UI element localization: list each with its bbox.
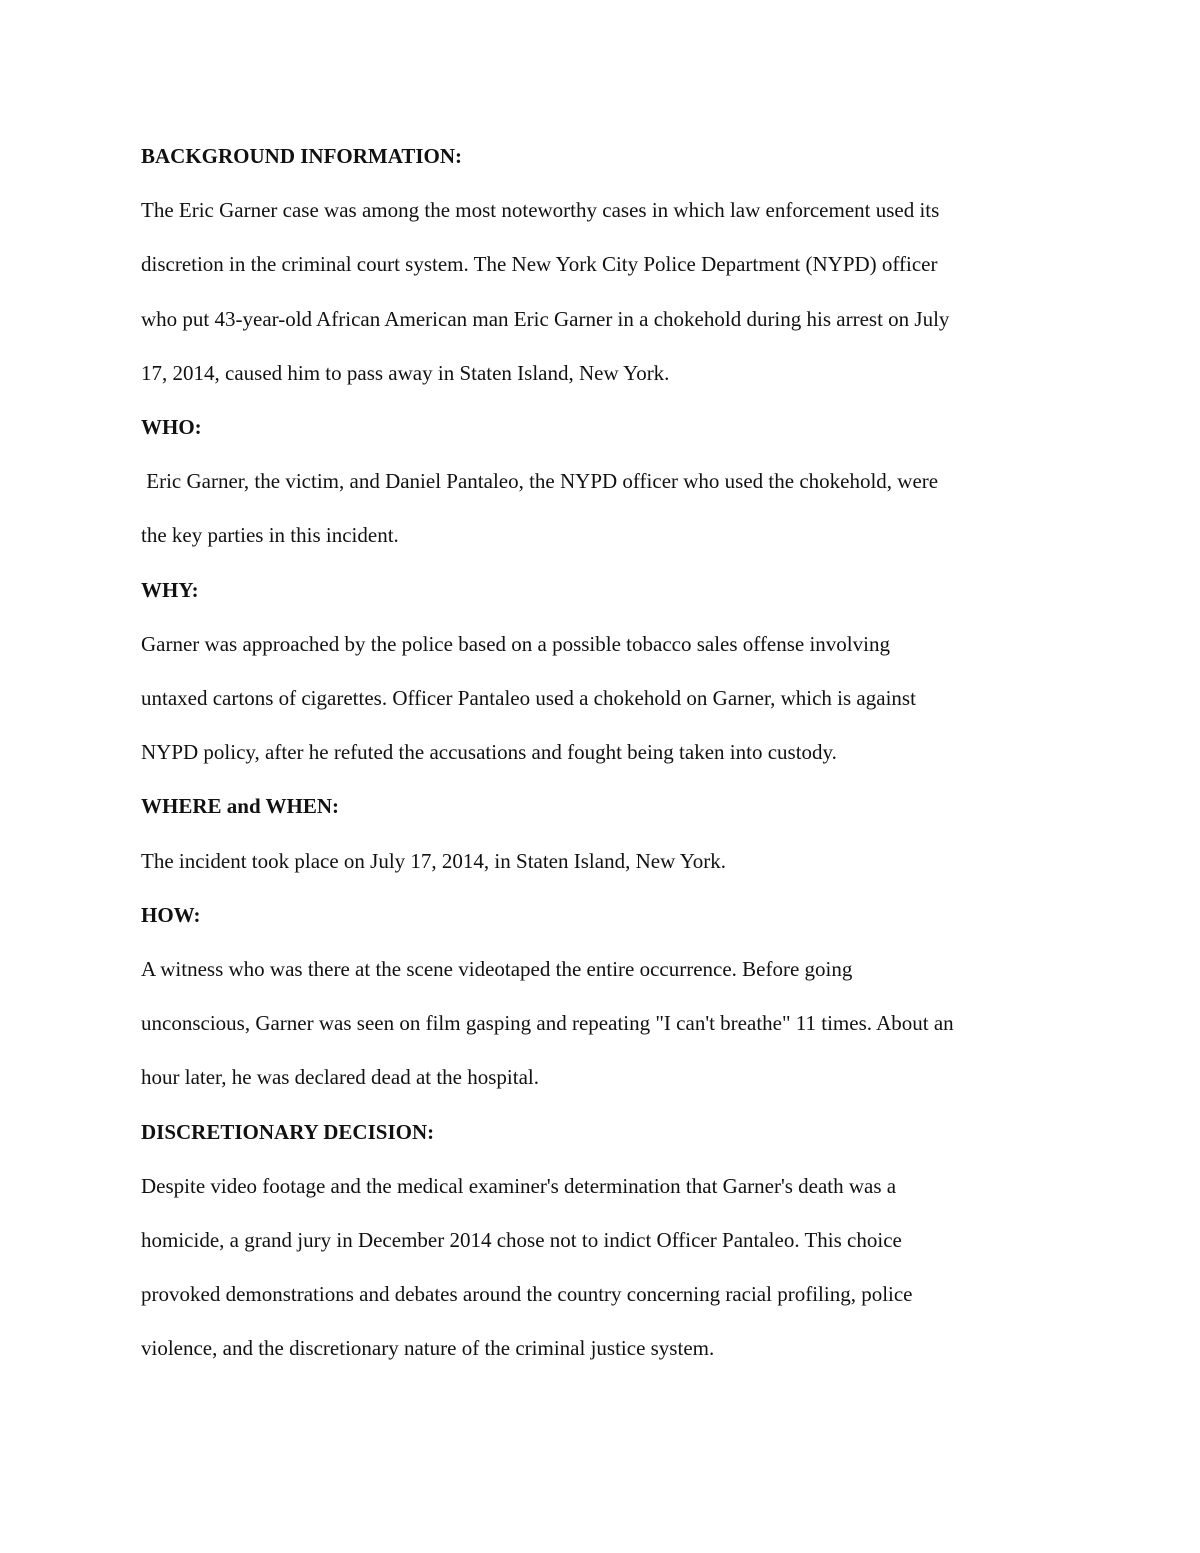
paragraph-line: NYPD policy, after he refuted the accusations and fought being taken into custody. <box>141 740 837 765</box>
paragraph-line: provoked demonstrations and debates around the country concerning racial profiling, police <box>141 1282 913 1307</box>
section-paragraph <box>141 454 1071 562</box>
section-paragraph <box>141 183 1071 400</box>
section-where-when <box>141 779 1071 887</box>
paragraph-line: A witness who was there at the scene videotaped the entire occurrence. Before going <box>141 957 853 982</box>
paragraph-line: Eric Garner, the victim, and Daniel Pantaleo, the NYPD officer who used the chokehold, were <box>141 469 939 494</box>
section-paragraph <box>141 942 1071 1105</box>
document-body <box>141 129 1071 1376</box>
paragraph-line: untaxed cartons of cigarettes. Officer Pantaleo used a chokehold on Garner, which is against <box>141 686 916 711</box>
paragraph-line: violence, and the discretionary nature of the criminal justice system. <box>141 1336 715 1361</box>
paragraph-line: hour later, he was declared dead at the hospital. <box>141 1065 539 1090</box>
section-heading: DISCRETIONARY DECISION: <box>141 1119 435 1144</box>
section-who <box>141 400 1071 563</box>
section-heading: WHERE and WHEN: <box>141 794 339 819</box>
paragraph-line: Despite video footage and the medical examiner's determination that Garner's death was a <box>141 1173 897 1198</box>
section-background <box>141 129 1071 400</box>
paragraph-line: unconscious, Garner was seen on film gasping and repeating "I can't breathe" 11 times. About an <box>141 1011 954 1036</box>
section-how <box>141 888 1071 1105</box>
paragraph-line: The incident took place on July 17, 2014, in Staten Island, New York. <box>141 848 727 873</box>
section-heading: HOW: <box>141 902 201 927</box>
paragraph-line: who put 43-year-old African American man Eric Garner in a chokehold during his arrest on July <box>141 306 950 331</box>
paragraph-line: discretion in the criminal court system. The New York City Police Department (NYPD) officer <box>141 252 938 277</box>
section-heading: BACKGROUND INFORMATION: <box>141 144 463 168</box>
section-paragraph <box>141 617 1071 780</box>
paragraph-line: 17, 2014, caused him to pass away in Staten Island, New York. <box>141 360 670 385</box>
section-why <box>141 563 1071 780</box>
section-paragraph <box>141 834 1071 888</box>
section-heading: WHY: <box>141 577 199 602</box>
paragraph-line: the key parties in this incident. <box>141 523 399 548</box>
section-heading: WHO: <box>141 415 202 440</box>
section-paragraph <box>141 1159 1071 1376</box>
paragraph-line: Garner was approached by the police based on a possible tobacco sales offense involving <box>141 631 890 656</box>
paragraph-line: homicide, a grand jury in December 2014 chose not to indict Officer Pantaleo. This choice <box>141 1228 902 1253</box>
section-discretionary-decision <box>141 1105 1071 1376</box>
paragraph-line: The Eric Garner case was among the most noteworthy cases in which law enforcement used its <box>141 198 940 223</box>
